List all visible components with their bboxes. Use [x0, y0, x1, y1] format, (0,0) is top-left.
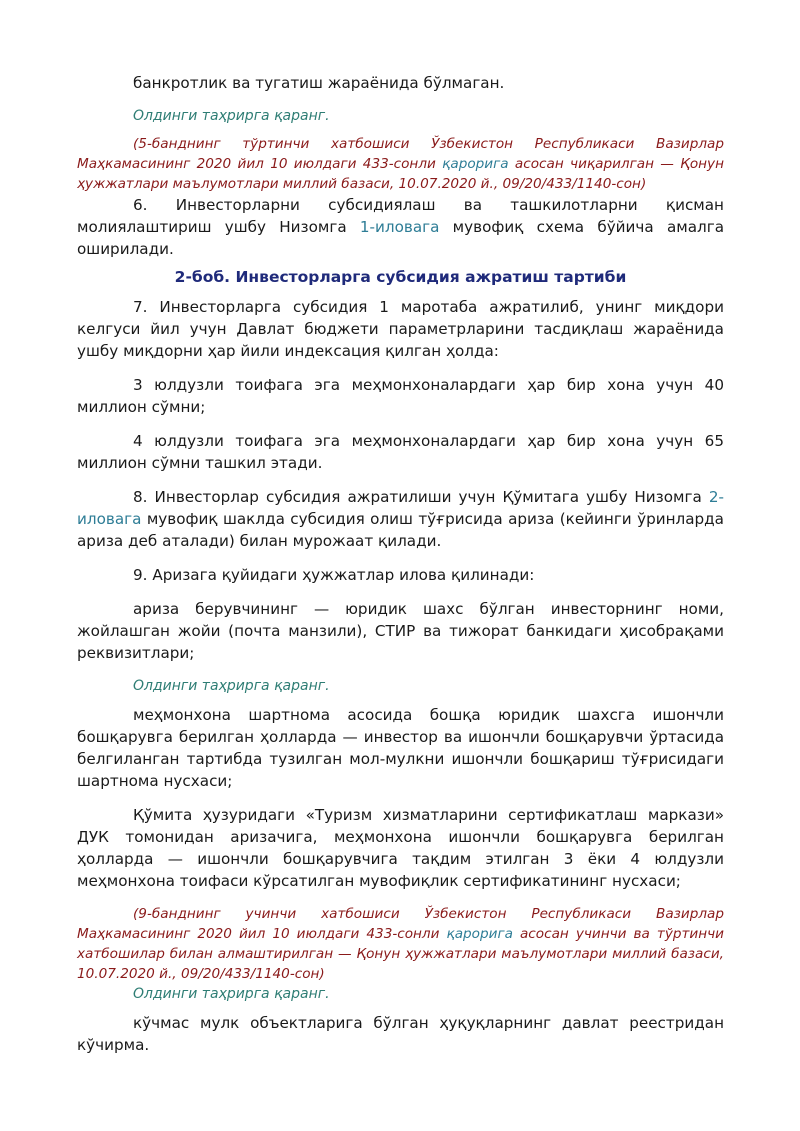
- previous-edition-link[interactable]: Олдинги таҳрирга қаранг.: [133, 108, 330, 124]
- resolution-link[interactable]: қарорига: [446, 926, 513, 942]
- previous-edition-link[interactable]: Олдинги таҳрирга қаранг.: [133, 678, 330, 694]
- appendix-2-link[interactable]: 2-иловага: [77, 488, 724, 528]
- paragraph-9: 9. Аризага қуйидаги ҳужжатлар илова қилинади:: [133, 566, 535, 584]
- paragraph-continuation: банкротлик ва тугатиш жараёнида бўлмаган.: [133, 74, 505, 92]
- paragraph-9-item-a: ариза берувчининг — юридик шахс бўлган инвесторнинг номи, жойлашган жойи (почта манзили), СТИР ва тижорат банкидаги ҳисобрақами реквизитлари;: [77, 600, 724, 662]
- amendment-note: (9-банднинг учинчи хатбошиси Ўзбекистон Республикаси Вазирлар Маҳкамасининг 2020 йил 10 июлдаги 433-сонли қарорига асосан учинчи ва тўртинчи хатбошилар билан алмаштирилган — Қонун ҳужжатлари маълумотлари миллий базаси, 10.07.2020 й., 09/20/433/1140-сон): [77, 906, 725, 982]
- chapter-title: 2-боб. Инвесторларга субсидия ажратиш тартиби: [174, 268, 627, 286]
- resolution-link[interactable]: қарорига: [442, 156, 509, 172]
- paragraph-9-item-b: меҳмонхона шартнома асосида бошқа юридик шахсга ишончли бошқарувга берилган ҳолларда — инвестор ва ишончли бошқарувчи ўртасида белгиланган тартибда тузилган мол-мулкни ишончли бошқариш тўғрисидаги шартнома нусхаси;: [77, 706, 724, 790]
- paragraph-7-item-b: 4 юлдузли тоифага эга меҳмонхоналардаги ҳар бир хона учун 65 миллион сўмни ташкил этади.: [77, 432, 724, 472]
- paragraph-7-item-a: 3 юлдузли тоифага эга меҳмонхоналардаги ҳар бир хона учун 40 миллион сўмни;: [77, 376, 724, 416]
- previous-edition-link[interactable]: Олдинги таҳрирга қаранг.: [133, 986, 330, 1002]
- paragraph-8: 8. Инвесторлар субсидия ажратилиши учун Қўмитага ушбу Низомга 2-иловага мувофиқ шаклда субсидия олиш тўғрисида ариза (кейинги ўринларда ариза деб аталади) билан мурожаат қилади.: [77, 488, 724, 550]
- amendment-note: (5-банднинг тўртинчи хатбошиси Ўзбекистон Республикаси Вазирлар Маҳкамасининг 2020 йил 10 июлдаги 433-сонли қарорига асосан чиқарилган — Қонун ҳужжатлари маълумотлари миллий базаси, 10.07.2020 й., 09/20/433/1140-сон): [77, 136, 724, 192]
- appendix-1-link[interactable]: 1-иловага: [359, 218, 440, 236]
- paragraph-9-item-c: Қўмита ҳузуридаги «Туризм хизматларини сертификатлаш маркази» ДУК томонидан аризачига, меҳмонхона ишончли бошқарувга берилган ҳолларда — ишончли бошқарувчига тақдим этилган 3 ёки 4 юлдузли меҳмонхона тоифаси кўрсатилган мувофиқлик сертификатининг нусхаси;: [77, 806, 724, 890]
- paragraph-6: 6. Инвесторларни субсидиялаш ва ташкилотларни қисман молиялаштириш ушбу Низомга 1-иловага мувофиқ схема бўйича амалга оширилади.: [77, 196, 725, 258]
- paragraph-7: 7. Инвесторларга субсидия 1 маротаба ажратилиб, унинг миқдори келгуси йил учун Давлат бюджети параметрларини тасдиқлаш жараёнида ушбу миқдорни ҳар йили индексация қилган ҳолда:: [77, 298, 724, 360]
- paragraph-9-item-d: кўчмас мулк объектларига бўлган ҳуқуқларнинг давлат реестридан кўчирма.: [77, 1014, 724, 1054]
